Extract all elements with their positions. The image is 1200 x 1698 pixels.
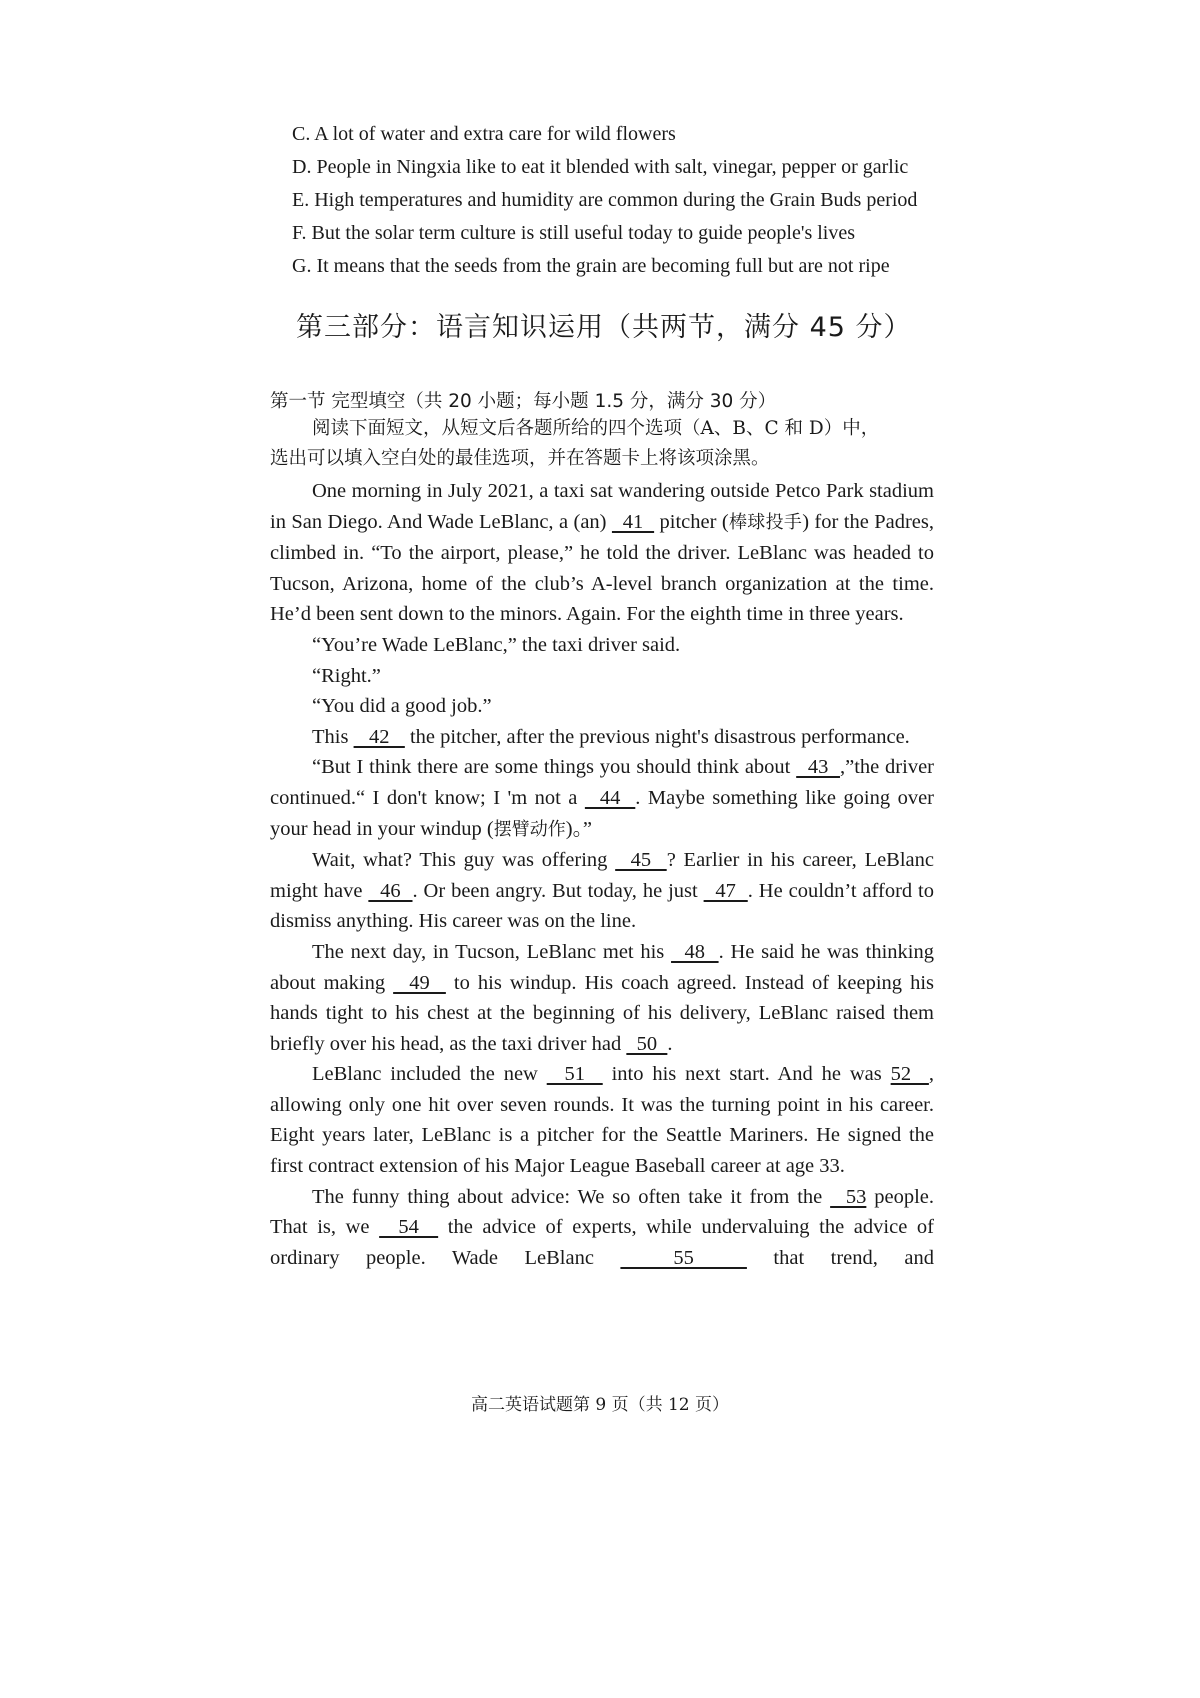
instructions-line-1: 阅读下面短文，从短文后各题所给的四个选项（A、B、C 和 D）中， bbox=[312, 418, 880, 439]
cloze-passage bbox=[270, 476, 934, 1273]
blank-55: 55 bbox=[620, 1246, 747, 1269]
paragraph-3: “Right.” bbox=[312, 664, 381, 687]
page-footer: 高二英语试题第 9 页（共 12 页） bbox=[470, 1395, 730, 1415]
instructions-line-2: 选出可以填入空白处的最佳选项，并在答题卡上将该项涂黑。 bbox=[270, 448, 770, 469]
blank-43: 43 bbox=[796, 756, 840, 779]
paragraph-6: “But I think there are some things you should think about 43 ,”the driver continued.“ I don't know; I 'm not a 44 . Maybe something like going over your head in your windup (摆臂动作)。” bbox=[270, 756, 935, 840]
blank-47: 47 bbox=[703, 879, 748, 902]
blank-45: 45 bbox=[615, 849, 667, 872]
paragraph-10: The funny thing about advice: We so often take it from the 53 people. That is, we 54 the advice of experts, while undervaluing the advice of ordinary people. Wade LeBlanc 55 that trend, and bbox=[270, 1185, 934, 1269]
blank-48: 48 bbox=[671, 940, 719, 963]
blank-42: 42 bbox=[353, 725, 405, 748]
paragraph-8: The next day, in Tucson, LeBlanc met his 48 . He said he was thinking about making 49 to his windup. His coach agreed. Instead of keeping his hands tight to his chest at the beginning of his delivery, LeBlanc raised them briefly over his head, as the taxi driver had 50 . bbox=[270, 940, 934, 1055]
paragraph-4: “You did a good job.” bbox=[312, 695, 492, 718]
option-f: F. But the solar term culture is still useful today to guide people's lives bbox=[292, 222, 856, 244]
section-title: 第一节 完型填空（共 20 小题；每小题 1.5 分，满分 30 分） bbox=[270, 391, 777, 412]
blank-53: 53 bbox=[830, 1185, 867, 1208]
paragraph-1: One morning in July 2021, a taxi sat wandering outside Petco Park stadium in San Diego. And Wade LeBlanc, a (an) 41 pitcher (棒球投手) for the Padres, climbed in. “To the airport, please,” he told the driver. LeBlanc was headed to Tucson, Arizona, home of the club’s A-level branch organization at the time. He’d been sent down to the minors. Again. For the eighth time in three years. bbox=[270, 480, 935, 626]
blank-54: 54 bbox=[379, 1216, 439, 1239]
option-c: C. A lot of water and extra care for wild flowers bbox=[292, 123, 676, 145]
blank-44: 44 bbox=[584, 786, 636, 809]
option-g: G. It means that the seeds from the grain are becoming full but are not ripe bbox=[292, 255, 890, 277]
option-e: E. High temperatures and humidity are common during the Grain Buds period bbox=[292, 189, 918, 211]
blank-51: 51 bbox=[546, 1063, 603, 1086]
blank-41: 41 bbox=[611, 510, 655, 533]
paragraph-5: This 42 the pitcher, after the previous night's disastrous performance. bbox=[312, 725, 910, 748]
part-title: 第三部分：语言知识运用（共两节，满分 45 分） bbox=[296, 312, 912, 343]
blank-50: 50 bbox=[626, 1032, 668, 1055]
blank-46: 46 bbox=[368, 879, 413, 902]
option-d: D. People in Ningxia like to eat it blended with salt, vinegar, pepper or garlic bbox=[292, 156, 909, 178]
blank-49: 49 bbox=[393, 971, 446, 994]
blank-52: 52 bbox=[890, 1063, 929, 1086]
paragraph-7: Wait, what? This guy was offering 45 ? Earlier in his career, LeBlanc might have 46 . Or been angry. But today, he just 47 . He couldn’t afford to dismiss anything. His career was on the line. bbox=[270, 849, 935, 933]
paragraph-9: LeBlanc included the new 51 into his next start. And he was 52 , allowing only one hit over seven rounds. It was the turning point in his career. Eight years later, LeBlanc is a pitcher for the Seattle Mariners. He signed the first contract extension of his Major League Baseball career at age 33. bbox=[270, 1063, 935, 1178]
paragraph-2: “You’re Wade LeBlanc,” the taxi driver said. bbox=[312, 633, 681, 656]
